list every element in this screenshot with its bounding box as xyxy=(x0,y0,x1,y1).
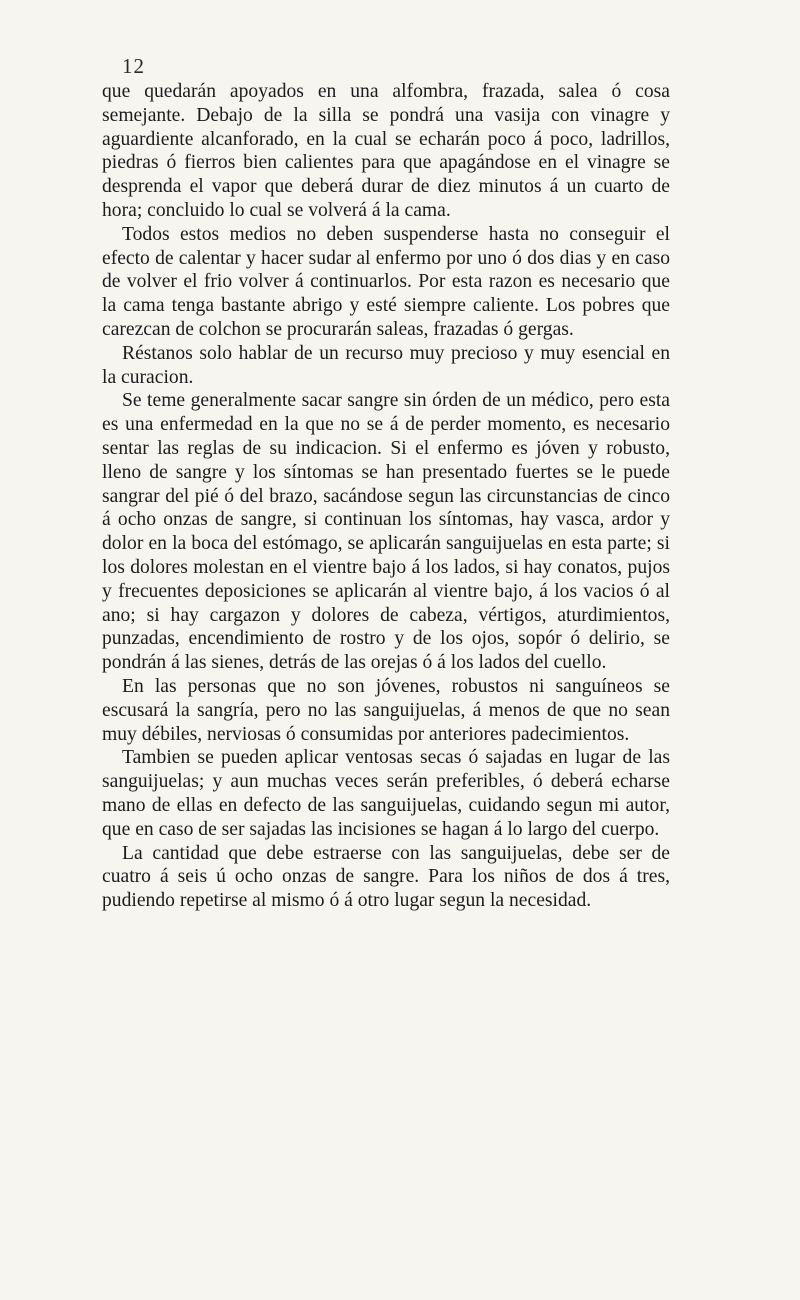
paragraph-3: Réstanos solo hablar de un recurso muy precioso y muy esencial en la curacion. xyxy=(102,342,670,388)
paragraph-7: La cantidad que debe estraerse con las sanguijuelas, debe ser de cuatro á seis ú ocho onzas de sangre. Para los niños de dos á tres, pudiendo repetirse al mismo ó á otro lugar segun la necesidad. xyxy=(102,842,670,912)
paragraph-1: que quedarán apoyados en una alfombra, frazada, salea ó cosa semejante. Debajo de la silla se pondrá una vasija con vinagre y aguardiente alcanforado, en la cual se echarán poco á poco, ladrillos, piedras ó fierros bien calientes para que apagándose en el vinagre se desprenda el vapor que deberá durar de diez minutos á un cuarto de hora; concluido lo cual se volverá á la cama. xyxy=(102,81,670,221)
paragraph-2: Todos estos medios no deben suspenderse hasta no conseguir el efecto de calentar y hacer sudar al enfermo por uno ó dos dias y en caso de volver el frio volver á continuarlos. Por esta razon es necesario que la cama tenga bastante abrigo y esté siempre caliente. Los pobres que carezcan de colchon se procurarán saleas, frazadas ó gergas. xyxy=(102,223,670,340)
page-number: 12 xyxy=(122,54,145,78)
body-text xyxy=(102,80,670,913)
paragraph-6: Tambien se pueden aplicar ventosas secas ó sajadas en lugar de las sanguijuelas; y aun muchas veces serán preferibles, ó deberá echarse mano de ellas en defecto de las sanguijuelas, cuidando segun mi autor, que en caso de ser sajadas las incisiones se hagan á lo largo del cuerpo. xyxy=(102,747,670,840)
paragraph-4: Se teme generalmente sacar sangre sin órden de un médico, pero esta es una enfermedad en la que no se á de perder momento, es necesario sentar las reglas de su indicacion. Si el enfermo es jóven y robusto, lleno de sangre y los síntomas se han presentado fuertes se le puede sangrar del pié ó del brazo, sacándose segun las circunstancias de cinco á ocho onzas de sangre, si continuan los síntomas, hay vasca, ardor y dolor en la boca del estómago, se aplicarán sanguijuelas en esta parte; si los dolores molestan en el vientre bajo á los lados, si hay conatos, pujos y frecuentes deposiciones se aplicarán al vientre bajo, á los vacios ó al ano; si hay cargazon y dolores de cabeza, vértigos, aturdimientos, punzadas, encendimiento de rostro y de los ojos, sopór ó delirio, se pondrán á las sienes, detrás de las orejas ó á los lados del cuello. xyxy=(102,390,670,674)
paragraph-5: En las personas que no son jóvenes, robustos ni sanguíneos se escusará la sangría, pero no las sanguijuelas, á menos de que no sean muy débiles, nerviosas ó consumidas por anteriores padecimientos. xyxy=(102,675,670,745)
